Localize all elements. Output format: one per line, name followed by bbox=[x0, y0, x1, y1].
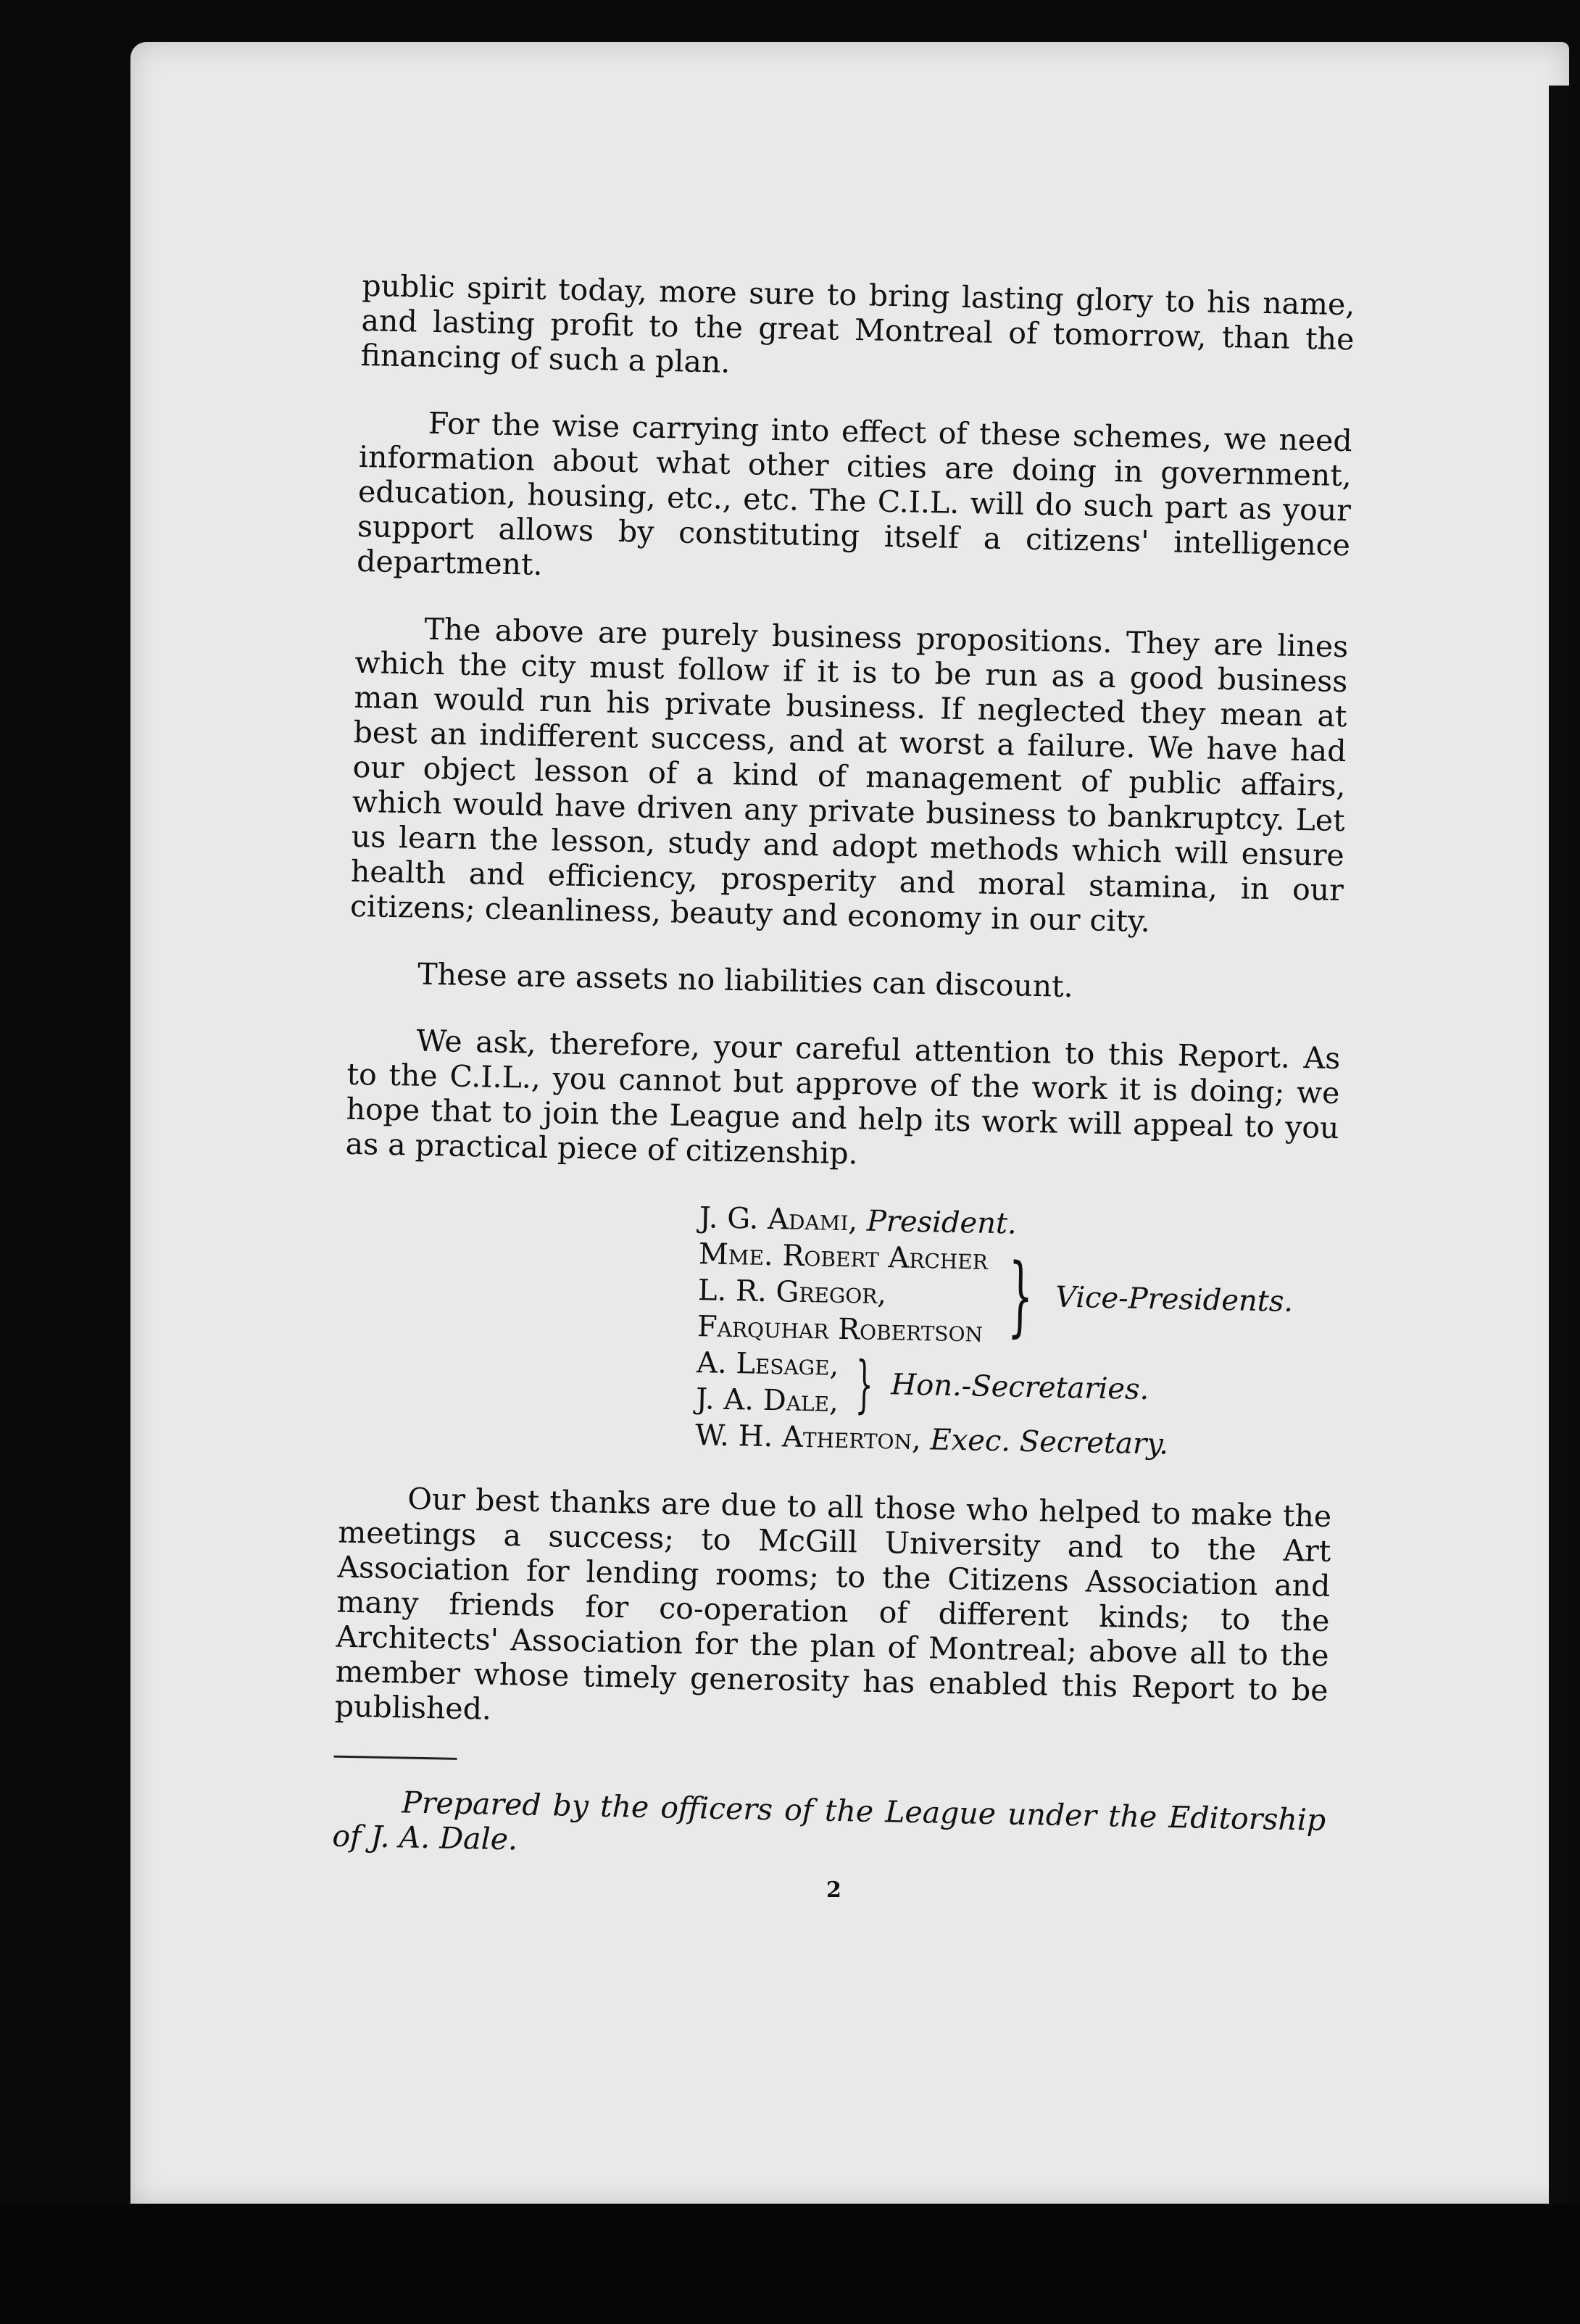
vice-presidents-names bbox=[697, 1236, 989, 1350]
paragraph-continuation: public spirit today, more sure to bring lasting glory to his name, and lasting profit to the great Montreal of tomorrow, than the financing of such a plan. bbox=[360, 268, 1355, 380]
page-number: 2 bbox=[826, 1877, 841, 1903]
vice-presidents-role: Vice-Presidents. bbox=[1055, 1280, 1294, 1319]
brace-glyph: } bbox=[855, 1348, 874, 1421]
hon-secretaries-role: Hon.-Secretaries. bbox=[890, 1368, 1149, 1407]
hon-secretary-name: A. Lesage, bbox=[696, 1346, 839, 1382]
brace-glyph: } bbox=[1007, 1245, 1034, 1348]
paragraph-thanks: Our best thanks are due to all those who helped to make the meetings a success; to McGill University and to the Art Association for lending rooms; to the Citizens Association and many friends for co-operation of different kinds; to the Architects' Association for the plan of Montreal; above all to the member whose timely generosity has enabled this Report to be published. bbox=[334, 1481, 1332, 1727]
president-name: J. G. Adami, bbox=[699, 1201, 858, 1238]
paragraph-assets: These are assets no liabilities can discount. bbox=[417, 956, 1074, 1005]
vice-president-name: Mme. Robert Archer bbox=[698, 1237, 989, 1277]
hon-secretary-name: J. A. Dale, bbox=[695, 1382, 839, 1419]
paragraph-information: For the wise carrying into effect of these schemes, we need information about what other cities are doing in government, education, housing, etc., etc. The C.I.L. will do such part as your support allows by constituting itself a citizens' intelligence department. bbox=[356, 405, 1353, 582]
footnote-rule bbox=[334, 1756, 457, 1760]
scan-bottom-band bbox=[0, 2204, 1580, 2324]
vice-president-name: L. R. Gregor, bbox=[697, 1274, 887, 1311]
exec-secretary-name: W. H. Atherton, bbox=[694, 1419, 922, 1457]
vice-president-name: Farquhar Robertson bbox=[697, 1310, 984, 1349]
page-body bbox=[331, 268, 1355, 1904]
exec-secretary-role: Exec. Secretary. bbox=[930, 1423, 1169, 1461]
hon-secretaries-group bbox=[696, 1345, 1335, 1429]
officers-signatures bbox=[695, 1200, 1338, 1466]
prepared-by-note: Prepared by the officers of the League under the Editorship of J. A. Dale. bbox=[332, 1785, 1326, 1857]
vice-presidents-group bbox=[697, 1236, 1337, 1357]
hon-secretaries-names bbox=[696, 1345, 840, 1420]
president-role: President. bbox=[866, 1204, 1018, 1241]
page-edge-shadow bbox=[1549, 86, 1569, 2246]
paragraph-appeal: We ask, therefore, your careful attention to this Report. As to the C.I.L., you cannot but approve of the work it is doing; we hope that to join the League and help its work will appeal to you as a practical piece of citizenship. bbox=[345, 1023, 1341, 1171]
paragraph-business: The above are purely business propositions. They are lines which the city must follow if it is to be run as a good business man would run his private business. If neglected they mean at best an indifferent success, and at worst a failure. We have had our object lesson of a kind of management of public affairs, which would have driven any private business to bankruptcy. Let us learn the lesson, study and adopt methods which will ensure health and efficiency, prosperity and moral stamina, in our citizens; cleanliness, beauty and economy in our city. bbox=[349, 611, 1349, 939]
